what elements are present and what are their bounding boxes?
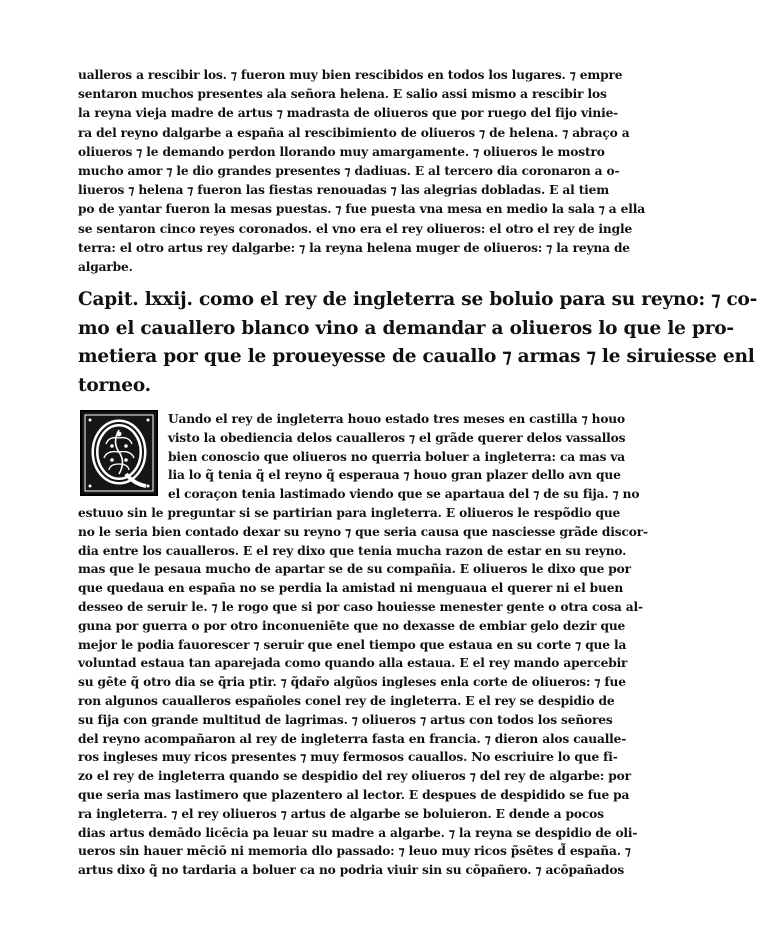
text-line: el coraçon tenia lastimado viendo que se apartaua del ⁊ de su fija. ⁊ no: [168, 487, 640, 502]
text-line: su gēte q̃ otro dia se q̃ria ptir. ⁊ q̃dar̃o algũos ingleses enla corte de oliueros: ⁊ fue: [78, 675, 626, 690]
text-line: estuuo sin le preguntar si se partirian para ingleterra. E oliueros le respõdio que: [78, 505, 621, 520]
text-line: oliueros ⁊ le demando perdon llorando muy amargamente. ⁊ oliueros le mostro: [78, 144, 605, 159]
text-line: algarbe.: [78, 260, 133, 275]
text-line: ra ingleterra. ⁊ el rey oliueros ⁊ artus de algarbe se boluieron. E dende a pocos: [78, 806, 604, 821]
chapter-heading: [78, 286, 757, 400]
text-line: visto la obediencia delos caualleros ⁊ el grãde querer delos vassallos: [168, 430, 626, 445]
text-line: po de yantar fueron la mesas puestas. ⁊ fue puesta vna mesa en medio la sala ⁊ a ella: [78, 202, 645, 217]
text-line: dias artus demādo licēcia pa leuar su madre a algarbe. ⁊ la reyna se despidio de oli-: [78, 825, 638, 840]
text-line: ueros sin hauer mēciō ni memoria dlo passado: ⁊ leuo muy ricos p̃sētes d̃ españa. ⁊: [78, 844, 631, 859]
heading-line: Capit. lxxij. como el rey de ingleterra se boluio para su reyno: ⁊ co-: [78, 289, 757, 310]
text-line: lia lo q̃ tenia q̃ el reyno q̃ esperaua ⁊ houo gran plazer dello avn que: [168, 468, 621, 483]
text-line: mucho amor ⁊ le dio grandes presentes ⁊ dadiuas. E al tercero dia coronaron a o-: [78, 164, 620, 179]
chapter-body: [78, 410, 648, 880]
text-line: desseo de seruir le. ⁊ le rogo que si por caso houiesse menester gente o otra cosa al-: [78, 599, 643, 614]
text-line: mejor le podia fauorescer ⁊ seruir que enel tiempo que estaua en su corte ⁊ que la: [78, 637, 627, 652]
text-line: sentaron muchos presentes ala señora helena. E salio assi mismo a rescibir los: [78, 87, 607, 102]
text-line: zo el rey de ingleterra quando se despidio del rey oliueros ⁊ del rey de algarbe: por: [78, 769, 631, 784]
text-line: que seria mas lastimero que plazentero al lector. E despues de despidido se fue pa: [78, 787, 630, 802]
text-line: bien conoscio que oliueros no querria boluer a ingleterra: ca mas va: [168, 449, 626, 464]
text-line: voluntad estaua tan aparejada como quando alla estaua. E el rey mando apercebir: [78, 656, 628, 671]
opening-paragraph: [78, 66, 645, 277]
text-line: artus dixo q̃ no tardaria a boluer ca no podria viuir sin su cōpañero. ⁊ acōpañados: [78, 863, 625, 878]
text-line: guna por guerra o por otro inconueniēte que no dexasse de embiar gelo dezir que: [78, 618, 626, 633]
text-line: su fija con grande multitud de lagrimas. ⁊ oliueros ⁊ artus con todos los señores: [78, 712, 613, 727]
text-line: ros ingleses muy ricos presentes ⁊ muy fermosos cauallos. No escriuire lo que fi-: [78, 750, 618, 765]
text-line: liueros ⁊ helena ⁊ fueron las fiestas renouadas ⁊ las alegrias dobladas. E al tiem: [78, 183, 610, 198]
text-line: mas que le pesaua mucho de apartar se de su compañia. E oliueros le dixo que por: [78, 562, 631, 577]
heading-line: torneo.: [78, 374, 151, 396]
text-line: Uando el rey de ingleterra houo estado tres meses en castilla ⁊ houo: [168, 412, 626, 426]
text-line: ra del reyno dalgarbe a españa al rescibimiento de oliueros ⁊ de helena. ⁊ abraço a: [78, 125, 630, 140]
text-line: del reyno acompañaron al rey de ingleterra fasta en francia. ⁊ dieron alos caualle-: [78, 731, 627, 746]
text-line: se sentaron cinco reyes coronados. el vno era el rey oliueros: el otro el rey de ingle: [78, 221, 633, 236]
text-line: terra: el otro artus rey dalgarbe: ⁊ la reyna helena muger de oliueros: ⁊ la reyna de: [78, 240, 630, 255]
heading-line: metiera por que le proueyesse de cauallo ⁊ armas ⁊ le siruiesse enl: [78, 346, 755, 367]
text-line: ron algunos caualleros españoles conel rey de ingleterra. E el rey se despidio de: [78, 693, 615, 708]
text-line: ualleros a rescibir los. ⁊ fueron muy bien rescibidos en todos los lugares. ⁊ empre: [78, 68, 623, 82]
text-line: la reyna vieja madre de artus ⁊ madrasta de oliueros que por ruego del fijo vinie-: [78, 106, 619, 121]
text-line: dia entre los caualleros. E el rey dixo que tenia mucha razon de estar en su reyno.: [78, 543, 627, 558]
text-line: no le seria bien contado dexar su reyno ⁊ que seria causa que nasciesse grãde discor-: [78, 524, 648, 539]
text-line: que quedaua en españa no se perdia la amistad ni menguaua el querer ni el buen: [78, 581, 624, 596]
heading-line: mo el cauallero blanco vino a demandar a oliueros lo que le pro-: [78, 317, 734, 339]
